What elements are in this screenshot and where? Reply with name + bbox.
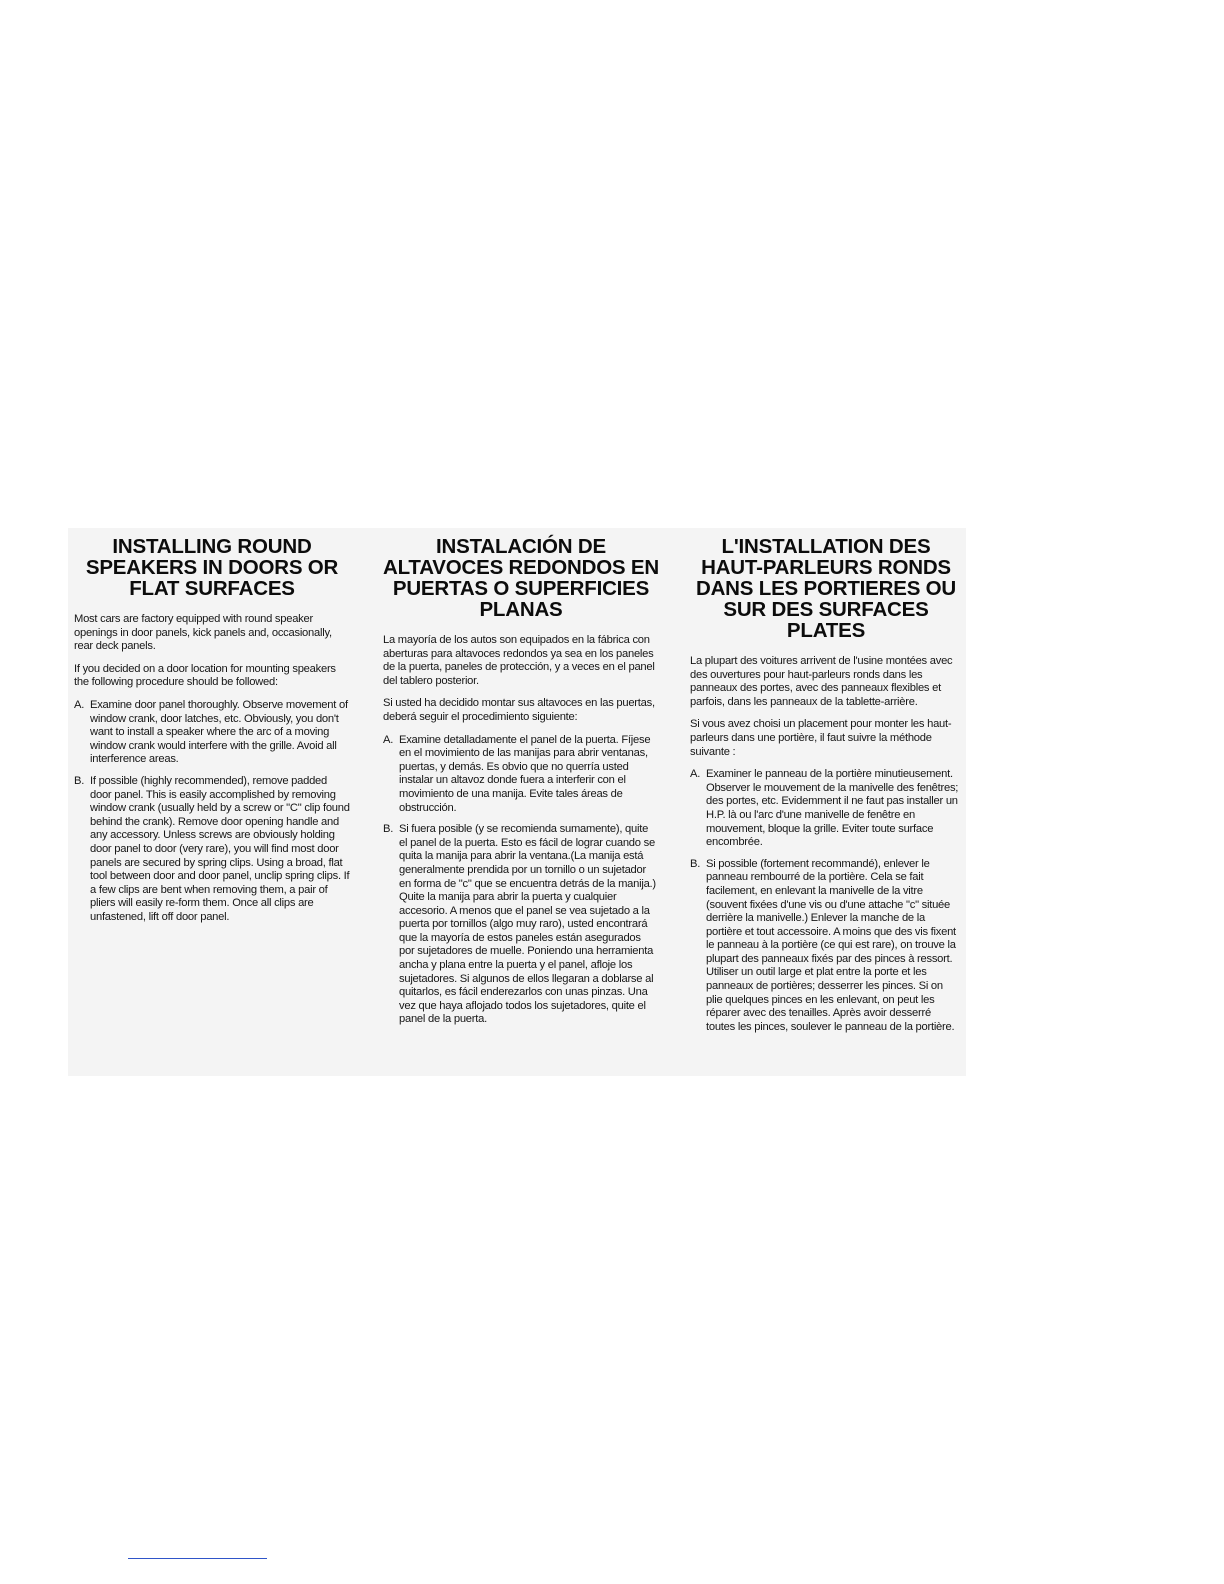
spanish-step-b: [383, 823, 659, 1027]
spanish-procedure-intro: Si usted ha decidido montar sus altavoces en las puertas, deberá seguir el procedimiento siguiente:: [383, 697, 655, 723]
step-text: Examine detalladamente el panel de la puerta. Fíjese en el movimiento de las manijas para abrir ventanas, puertas, y demás. Es obvio que no querría usted instalar un altavoz donde fuera a interferir con el movimiento de una manija. Evite tales áreas de obstrucción.: [399, 733, 651, 814]
step-marker: B.: [383, 823, 394, 836]
french-column: [690, 536, 962, 1042]
french-step-a: [690, 768, 962, 850]
step-marker: A.: [690, 768, 701, 781]
spanish-step-a: [383, 734, 659, 816]
english-heading: INSTALLING ROUND SPEAKERS IN DOORS OR FLAT SURFACES: [85, 535, 339, 600]
step-marker: B.: [690, 857, 701, 870]
step-text: If possible (highly recommended), remove padded door panel. This is easily accomplished by removing window crank (usually held by a screw or "C" clip found behind the crank). Remove door opening handle and any accessory. Unless screws are obviously holding door panel to door (very rare), you will find most door panels are secured by spring clips. Using a broad, flat tool between door and door panel, unclip spring clips. If a few clips are bent when removing them, a pair of pliers will easily re-form them. Once all clips are unfastened, lift off door panel.: [90, 774, 350, 923]
english-step-b: [74, 775, 350, 925]
french-heading: L'INSTALLATION DES HAUT-PARLEURS RONDS DANS LES PORTIERES OU SUR DES SURFACES PLATES: [695, 535, 957, 642]
spanish-intro: La mayoría de los autos son equipados en la fábrica con aberturas para altavoces redondos ya sea en los paneles de la puerta, paneles de protección, y a veces en el panel del tablero posterior.: [383, 634, 655, 687]
step-text: Si fuera posible (y se recomienda sumamente), quite el panel de la puerta. Esto es fácil de lograr cuando se quita la manija para abrir la ventana.(La manija está generalmente prendida por un tornillo o un sujetador en forma de "c" que se encuentra detrás de la manija.) Quite la manija para abrir la puerta y cualquier accesorio. A menos que el panel se vea sujetado a la puerta por tornillos (algo muy raro), usted encontrará que la mayoría de estos paneles están asegurados por sujetadores de muelle. Poniendo una herramienta ancha y plana entre la puerta y el panel, afloje los sujetadores. Si algunos de ellos llegaran a doblarse al quitarlos, es fácil enderezarlos con unas pinzas. Una vez que haya aflojado todos los sujetadores, quite el panel de la puerta.: [399, 823, 656, 1026]
french-procedure-intro: Si vous avez choisi un placement pour monter les haut-parleurs dans une portière, il faut suivre la méthode suivante :: [690, 718, 952, 758]
step-marker: B.: [74, 774, 85, 787]
step-text: Examiner le panneau de la portière minutieusement. Observer le mouvement de la manivelle des fenêtres; des portes, etc. Evidemment il ne faut pas installer un H.P. là ou l'arc d'une manivelle de fenêtre en mouvement, bloque la grille. Eviter toute surface encombrée.: [706, 768, 959, 849]
english-procedure-intro: If you decided on a door location for mounting speakers the following procedure should be followed:: [74, 662, 336, 689]
step-text: Si possible (fortement recommandé), enlever le panneau rembourré de la portière. Cela se fait facilement, en enlevant la manivelle de la vitre (souvent fixées d'une vis ou d'une attache "c" située derrière la manivelle.) Enlever la manche de la portière et tout accessoire. A moins que des vis fixent le panneau à la portière (ce qui est rare), on trouve la plupart des panneaux fixés par des pinces à ressort. Utiliser un outil large et plat entre la porte et les panneaux de portières; desserrer les pinces. Si on plie quelques pinces en les enlevant, on peut les réparer avec des tenailles. Après avoir desserré toutes les pinces, soulever le panneau de la portière.: [706, 857, 956, 1033]
english-intro: Most cars are factory equipped with round speaker openings in door panels, kick panels and, occasionally, rear deck panels.: [74, 613, 332, 653]
french-intro: La plupart des voitures arrivent de l'usine montées avec des ouvertures pour haut-parleurs ronds dans les panneaux des portes, avec des panneaux flexibles et parfois, dans les panneaux de la tablette-arrière.: [690, 655, 953, 708]
english-step-a: [74, 699, 350, 767]
spanish-heading: INSTALACIÓN DE ALTAVOCES REDONDOS EN PUERTAS O SUPERFICIES PLANAS: [383, 535, 659, 621]
footer-link-underline: [128, 1558, 267, 1559]
english-column: [74, 536, 350, 932]
step-text: Examine door panel thoroughly. Observe movement of window crank, door latches, etc. Obviously, you don't want to install a speaker where the arc of a moving window crank would interfere with the grille. Avoid all interference areas.: [90, 698, 348, 766]
spanish-column: [383, 536, 659, 1035]
step-marker: A.: [383, 733, 394, 746]
step-marker: A.: [74, 698, 85, 711]
french-step-b: [690, 858, 962, 1035]
